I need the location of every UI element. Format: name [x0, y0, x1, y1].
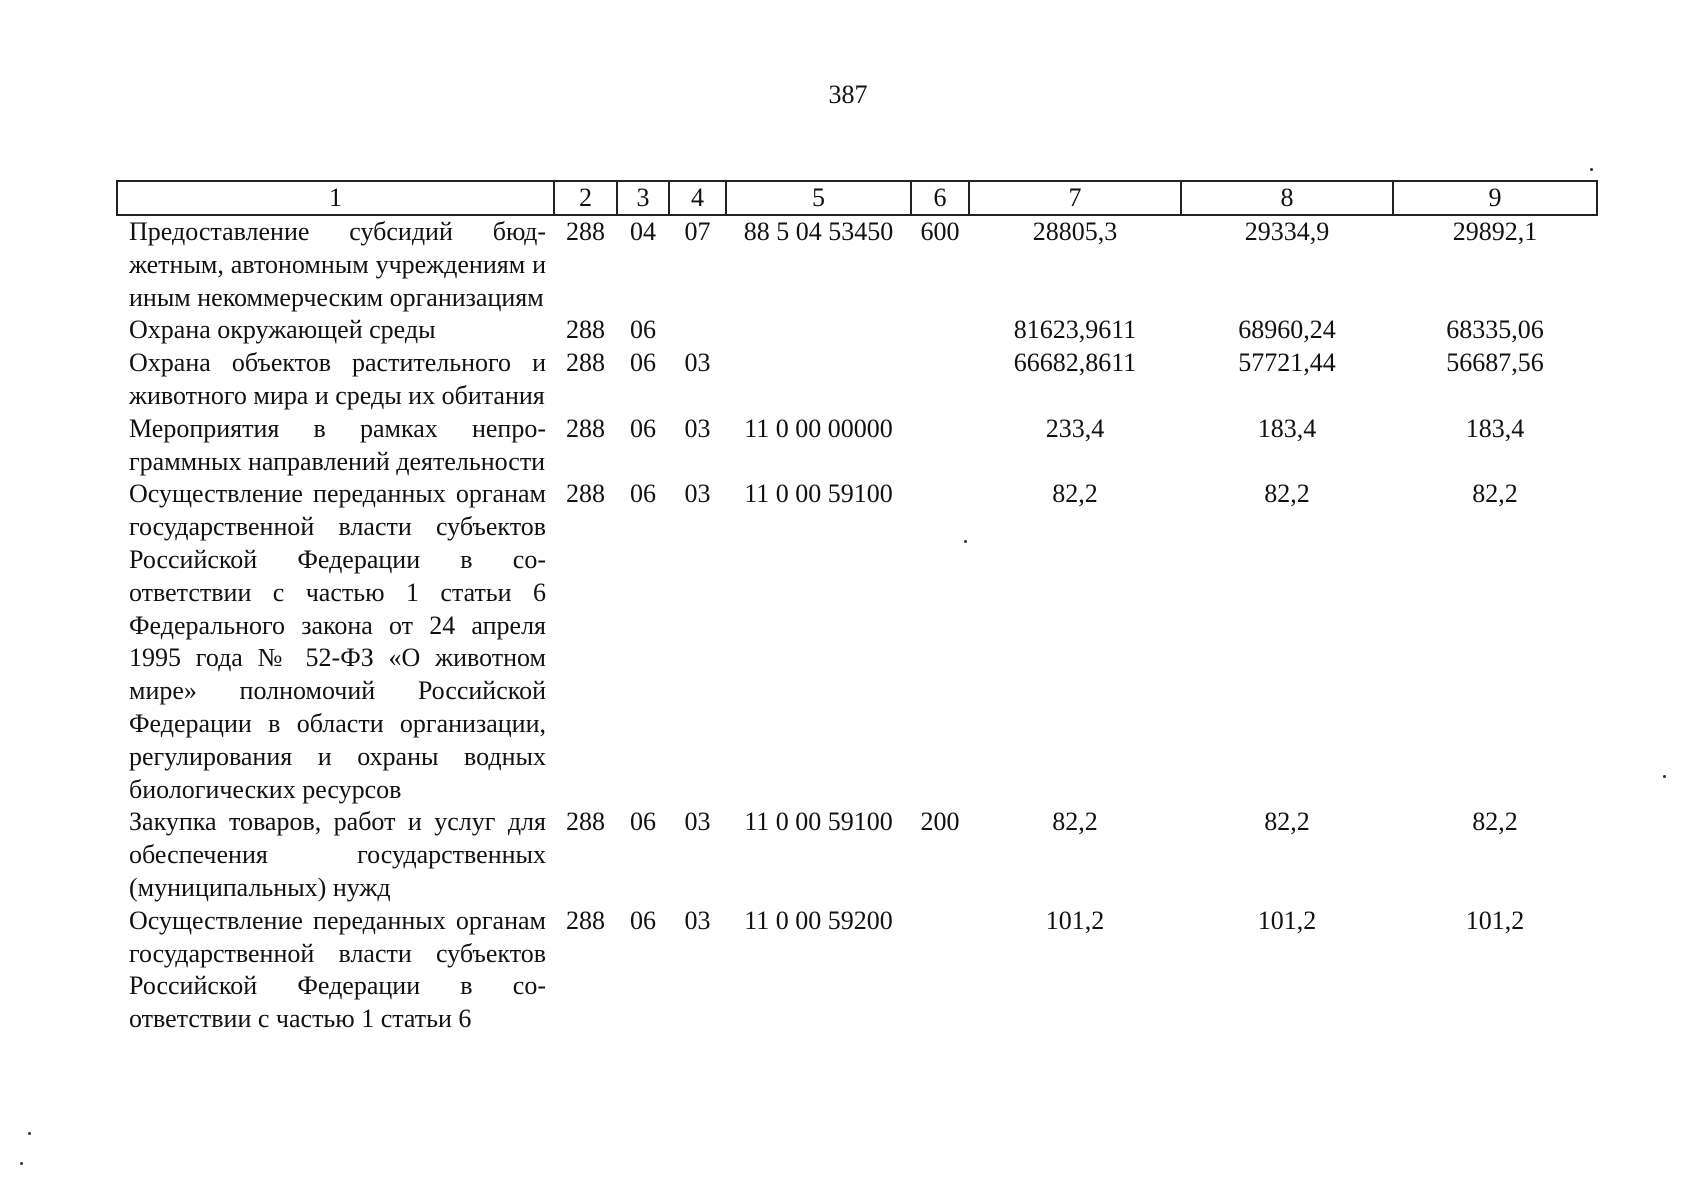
amount-year-1: 82,2: [1052, 479, 1098, 509]
column-header-3: 3: [617, 181, 669, 215]
table-row: [117, 478, 1597, 806]
amount-year-3: 29892,1: [1452, 217, 1538, 246]
expense-type-code: [911, 347, 969, 413]
amount-year-2: 29334,9: [1244, 217, 1330, 246]
expense-type-code: 200: [920, 807, 960, 837]
amount-year-2: 101,2: [1257, 905, 1317, 935]
amount-year-3: 82,2: [1472, 479, 1518, 509]
section-code: 06: [630, 479, 656, 509]
subsection-code: 03: [684, 348, 711, 378]
row-name: Предоставление субсидий бюджетным, автономным учреждениям и иным некоммерческим организациям: [129, 217, 546, 312]
subsection-code: [669, 314, 726, 347]
target-code: 88 5 04 53450: [743, 217, 894, 246]
row-name: Мероприятия в рамках непрограммных направлений деятельности: [129, 413, 546, 476]
scan-speck: [1663, 775, 1666, 778]
page-number: 387: [828, 80, 868, 109]
subsection-code: 07: [684, 217, 711, 246]
amount-year-1: 66682,8611: [1013, 348, 1137, 378]
row-name: Охрана объектов растительного и животного мира и среды их обитания: [129, 348, 546, 410]
row-name: Закупка товаров, работ и услуг для обеспечения государственных (муниципальных) нужд: [129, 807, 546, 902]
target-code: [726, 314, 911, 347]
amount-year-1: 82,2: [1052, 807, 1098, 837]
scan-speck: [964, 540, 967, 543]
table-row: [117, 806, 1597, 904]
expense-type-code: [911, 905, 969, 1036]
table-row: [117, 347, 1597, 413]
subsection-code: 03: [684, 479, 711, 509]
expense-type-code: [911, 478, 969, 806]
section-code: 06: [630, 413, 656, 443]
scan-speck: [20, 1162, 23, 1165]
admin-code: 288: [566, 315, 605, 345]
section-code: 06: [630, 315, 656, 345]
target-code: 11 0 00 59200: [744, 905, 893, 935]
admin-code: 288: [566, 479, 605, 509]
table-row: [117, 215, 1597, 314]
target-code: 11 0 00 59100: [744, 479, 893, 509]
amount-year-3: 101,2: [1465, 905, 1525, 935]
column-header-4: 4: [669, 181, 726, 215]
column-header-8: 8: [1181, 181, 1393, 215]
amount-year-1: 233,4: [1045, 413, 1105, 443]
row-name: Охрана окружающей среды: [129, 315, 436, 345]
table-row: [117, 314, 1597, 347]
amount-year-2: 57721,44: [1238, 348, 1336, 378]
admin-code: 288: [566, 348, 605, 378]
amount-year-3: 82,2: [1472, 807, 1518, 837]
amount-year-3: 68335,06: [1446, 315, 1544, 345]
amount-year-2: 82,2: [1264, 479, 1310, 509]
scan-speck: [1590, 168, 1593, 171]
admin-code: 288: [566, 807, 605, 837]
column-header-1: 1: [117, 181, 554, 215]
column-header-9: 9: [1393, 181, 1597, 215]
column-header-7: 7: [969, 181, 1181, 215]
scan-speck: [28, 1132, 31, 1135]
subsection-code: 03: [684, 905, 711, 935]
amount-year-2: 68960,24: [1238, 315, 1336, 345]
table-row: [117, 413, 1597, 479]
expense-type-code: 600: [920, 217, 960, 246]
amount-year-3: 183,4: [1465, 413, 1525, 443]
amount-year-2: 183,4: [1257, 413, 1317, 443]
section-code: 06: [630, 348, 656, 378]
subsection-code: 03: [684, 413, 711, 443]
expense-type-code: [911, 413, 969, 479]
section-code: 04: [630, 217, 656, 246]
column-number-header-row: [117, 181, 1597, 215]
target-code: 11 0 00 59100: [744, 807, 893, 837]
amount-year-1: 81623,9611: [1013, 315, 1137, 345]
expense-type-code: [911, 314, 969, 347]
table-row: [117, 905, 1597, 1036]
row-name: Осуществление переданных органам государственной власти субъектов Российской Федерации в соответствии с частью 1 статьи 6 Федерального закона от 24 апреля 1995 года № 52-ФЗ «О животном мире» полномочий Российской Федерации в области организации, регулирования и охраны водных биологических ресурсов: [129, 479, 546, 804]
target-code: [726, 347, 911, 413]
admin-code: 288: [566, 217, 605, 246]
amount-year-2: 82,2: [1264, 807, 1310, 837]
target-code: 11 0 00 00000: [744, 413, 893, 443]
amount-year-1: 101,2: [1045, 905, 1105, 935]
section-code: 06: [630, 807, 656, 837]
budget-table: [116, 180, 1598, 1036]
section-code: 06: [630, 905, 656, 935]
amount-year-3: 56687,56: [1446, 348, 1544, 378]
column-header-5: 5: [726, 181, 911, 215]
subsection-code: 03: [684, 807, 711, 837]
column-header-2: 2: [554, 181, 617, 215]
row-name: Осуществление переданных органам государственной власти субъектов Российской Федерации в соответствии с частью 1 статьи 6: [129, 905, 546, 1034]
column-header-6: 6: [911, 181, 969, 215]
admin-code: 288: [566, 905, 605, 935]
admin-code: 288: [566, 413, 605, 443]
amount-year-1: 28805,3: [1032, 217, 1118, 246]
